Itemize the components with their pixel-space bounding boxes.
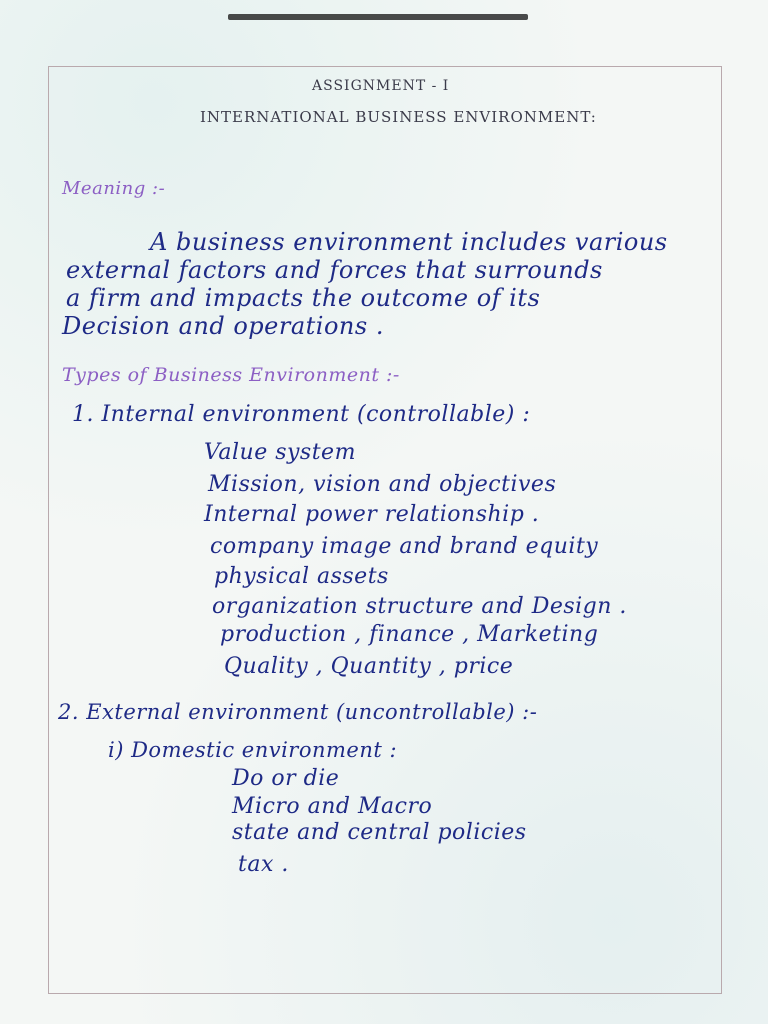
internal-item-8: Quality , Quantity , price bbox=[224, 654, 514, 679]
domestic-item-2: Micro and Macro bbox=[232, 794, 433, 819]
internal-item-5: physical assets bbox=[214, 564, 389, 589]
internal-item-3: Internal power relationship . bbox=[204, 502, 540, 527]
internal-item-1: Value system bbox=[204, 440, 356, 465]
internal-item-4: company image and brand equity bbox=[210, 534, 599, 559]
page-title: INTERNATIONAL BUSINESS ENVIRONMENT: bbox=[200, 108, 597, 126]
intro-line-4: Decision and operations . bbox=[62, 312, 384, 340]
domestic-item-1: Do or die bbox=[232, 766, 340, 791]
internal-item-2: Mission, vision and objectives bbox=[208, 472, 557, 497]
meaning-heading: Meaning :- bbox=[62, 178, 166, 199]
page-margin-border bbox=[48, 66, 722, 994]
intro-line-3: a firm and impacts the outcome of its bbox=[66, 284, 541, 312]
types-heading: Types of Business Environment :- bbox=[62, 364, 400, 386]
internal-environment-heading: 1. Internal environment (controllable) : bbox=[72, 402, 531, 427]
clipboard-edge bbox=[228, 14, 528, 20]
internal-item-6: organization structure and Design . bbox=[212, 594, 627, 619]
intro-line-2: external factors and forces that surrounds bbox=[66, 256, 603, 284]
assignment-label: ASSIGNMENT - I bbox=[312, 78, 450, 94]
internal-item-7: production , finance , Marketing bbox=[220, 622, 599, 647]
external-environment-heading: 2. External environment (uncontrollable) :- bbox=[58, 700, 538, 724]
domestic-item-4: tax . bbox=[238, 852, 289, 877]
domestic-environment-heading: i) Domestic environment : bbox=[108, 738, 398, 762]
domestic-item-3: state and central policies bbox=[232, 820, 527, 845]
intro-line-1: A business environment includes various bbox=[150, 228, 668, 256]
